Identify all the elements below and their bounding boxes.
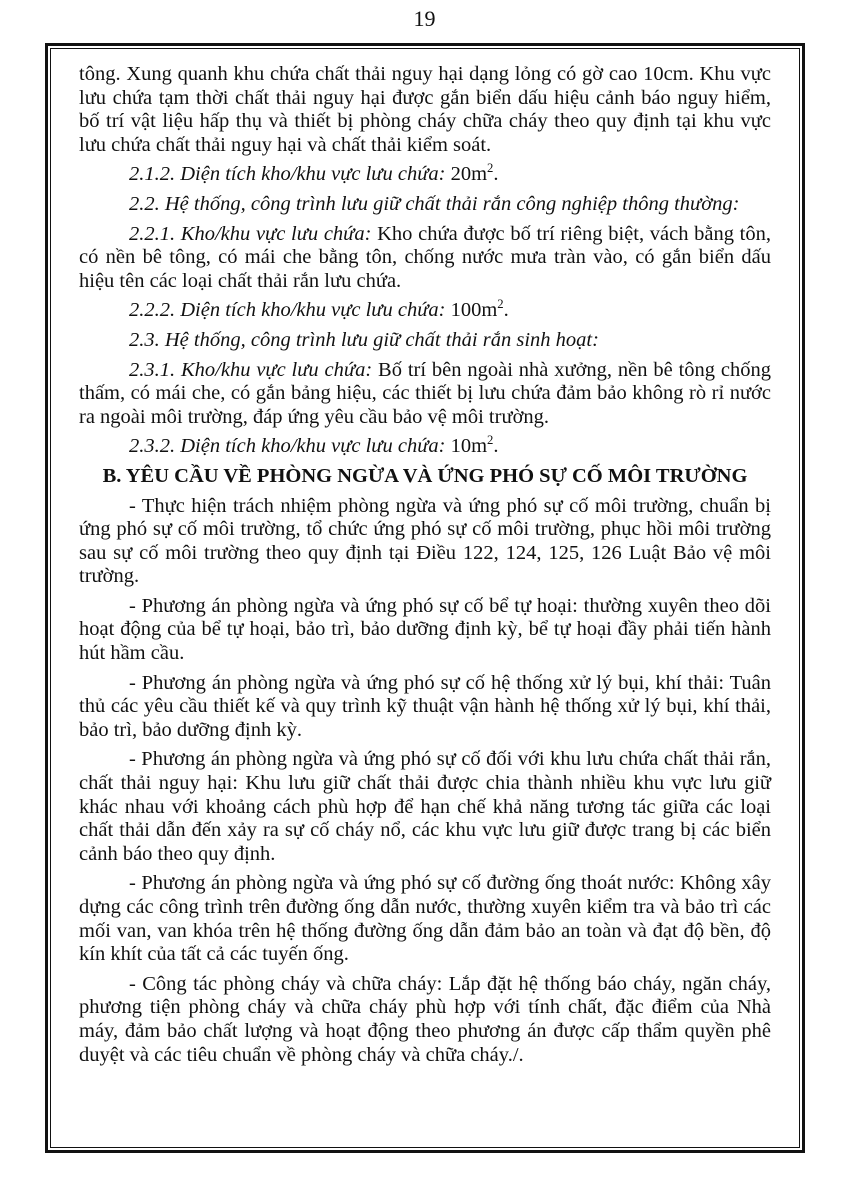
continuation-paragraph [79,63,771,157]
text-segment: - Thực hiện trách nhiệm phòng ngừa và ứng phó sự cố môi trường, chuẩn bị ứng phó sự cố môi trường, tổ chức ứng phó sự cố môi trường, phục hồi môi trường sau sự cố môi trường theo quy định tại Điều 122, 124, 125, 126 Luật Bảo vệ môi trường. [79,494,771,588]
text-segment: 2.2.1. Kho/khu vực lưu chứa: [129,222,378,245]
bullet-septic-tank [79,595,771,666]
section-2-3 [79,329,771,353]
text-segment: 2.2.2. Diện tích kho/khu vực lưu chứa: [129,299,451,322]
section-2-2-1 [79,223,771,294]
text-segment: 2.2. Hệ thống, công trình lưu giữ chất thải rắn công nghiệp thông thường: [129,192,740,215]
text-segment: tông. Xung quanh khu chứa chất thải nguy hại dạng lỏng có gờ cao 10cm. Khu vực lưu chứa tạm thời chất thải nguy hại được gắn biển dấu hiệu cảnh báo nguy hiểm, bố trí vật liệu hấp thụ và thiết bị phòng cháy chữa cháy theo quy định tại khu vực lưu chứa chất thải nguy hại và chất thải kiểm soát. [79,63,771,156]
text-segment: 2 [487,161,494,176]
bullet-dust-gas-treatment [79,672,771,743]
page-number: 19 [413,6,436,31]
section-2-1-2 [79,163,771,187]
section-b-heading [79,465,771,489]
text-segment: B. YÊU CẦU VỀ PHÒNG NGỪA VÀ ỨNG PHÓ SỰ CỐ MÔI TRƯỜNG [102,464,748,487]
text-segment: Bố trí bên ngoài nhà xưởng, nền bê tông chống thấm, có mái che, có gắn bảng hiệu, các thiết bị lưu chứa đảm bảo không rò rỉ nước ra ngoài môi trường, đáp ứng yêu cầu bảo vệ môi trường. [79,358,771,428]
text-segment: 2.3. Hệ thống, công trình lưu giữ chất thải rắn sinh hoạt: [129,328,599,351]
text-segment: - Phương án phòng ngừa và ứng phó sự cố đối với khu lưu chứa chất thải rắn, chất thải nguy hại: Khu lưu giữ chất thải được chia thành nhiều khu vực lưu giữ khác nhau với khoảng cách phù hợp để hạn chế khả năng tương tác giữa các loại chất thải dẫn đến xảy ra sự cố cháy nổ, các khu vực lưu giữ được trang bị các biển cảnh báo theo quy định. [79,748,771,865]
section-2-2 [79,193,771,217]
text-segment: 2.3.1. Kho/khu vực lưu chứa: [129,358,379,381]
text-segment: - Công tác phòng cháy và chữa cháy: Lắp đặt hệ thống báo cháy, ngăn cháy, phương tiện phòng cháy và chữa cháy phù hợp với tính chất, đặc điểm của Nhà máy, đảm bảo chất lượng và hoạt động theo phương án được cấp thẩm quyền phê duyệt và các tiêu chuẩn về phòng cháy và chữa cháy./. [79,972,771,1066]
bullet-responsibility [79,495,771,589]
text-segment: 2 [497,297,504,312]
bullet-fire-prevention [79,973,771,1067]
text-segment: 2.1.2. Diện tích kho/khu vực lưu chứa: [129,163,451,186]
text-segment: - Phương án phòng ngừa và ứng phó sự cố hệ thống xử lý bụi, khí thải: Tuân thủ các yêu cầu thiết kế và quy trình kỹ thuật vận hành hệ thống xử lý bụi, khí thải, bảo trì, bảo dưỡng định kỳ. [79,671,771,741]
text-segment: . [503,299,509,322]
section-2-2-2 [79,299,771,323]
page-content-area [50,48,800,1148]
text-segment: 2 [487,433,494,448]
text-segment: 2.3.2. Diện tích kho/khu vực lưu chứa: [129,435,451,458]
section-2-3-1 [79,359,771,430]
text-segment: Kho chứa được bố trí riêng biệt, vách bằng tôn, có nền bê tông, có mái che bằng tôn, chống nước mưa tràn vào, có gắn biển dấu hiệu tên các loại chất thải rắn lưu chứa. [79,222,771,292]
bullet-drainage-pipeline [79,872,771,966]
text-segment: . [493,435,499,458]
text-segment: - Phương án phòng ngừa và ứng phó sự cố bể tự hoại: thường xuyên theo dõi hoạt động của bể tự hoại, bảo trì, bảo dưỡng định kỳ, bể tự hoại đầy phải tiến hành hút hầm cầu. [79,594,771,665]
text-segment: . [493,163,499,186]
bullet-solid-hazardous-waste [79,748,771,866]
text-segment: - Phương án phòng ngừa và ứng phó sự cố đường ống thoát nước: Không xây dựng các công trình trên đường ống dẫn nước, thường xuyên kiểm tra và bảo trì các mối van, van khóa trên hệ thống đường ống dẫn đảm bảo an toàn và đạt độ bền, độ kín khít của tất cả các tuyến ống. [79,872,771,966]
text-segment: 10m [450,435,488,458]
page-border-frame [45,43,805,1153]
text-segment: 100m [450,299,498,322]
text-segment: 20m [450,163,488,186]
section-2-3-2 [79,435,771,459]
